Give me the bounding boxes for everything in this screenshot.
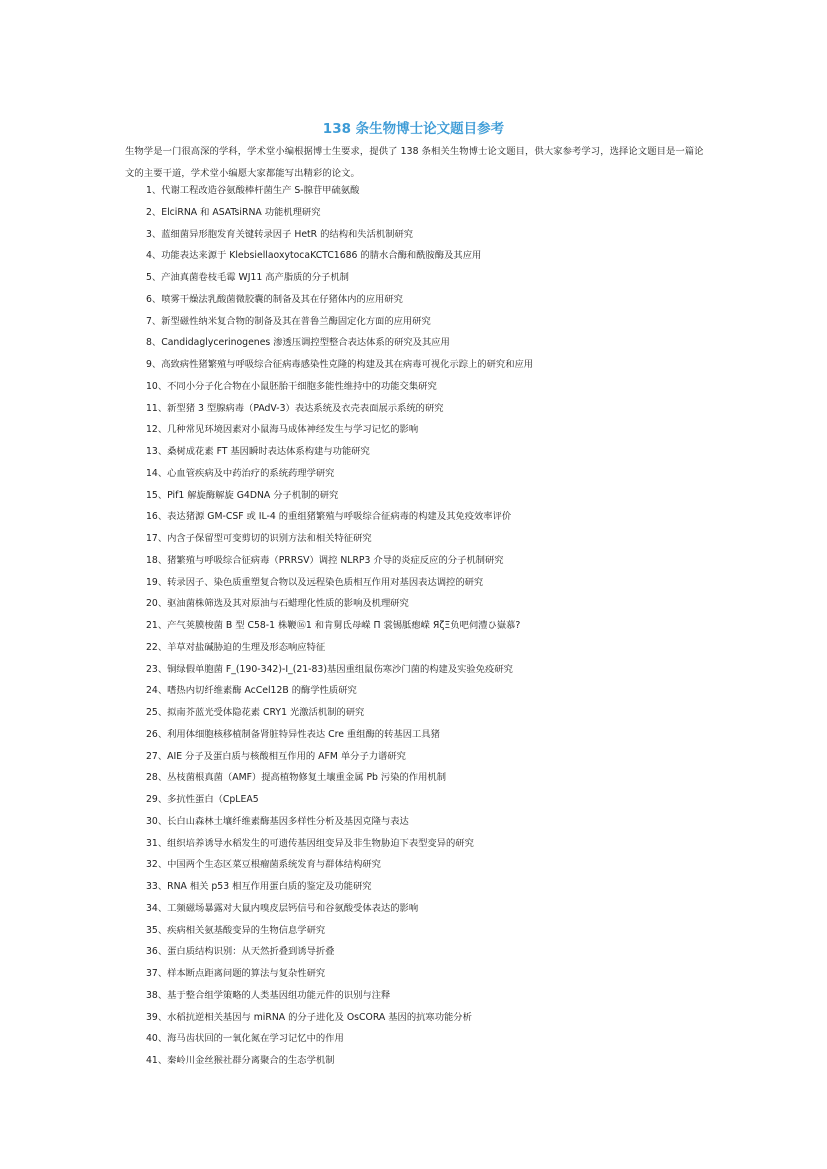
list-item: 13、桑树成花素 FT 基因瞬时表达体系构建与功能研究 xyxy=(146,446,370,457)
list-item: 5、产油真菌卷枝毛霉 WJ11 高产脂质的分子机制 xyxy=(146,272,349,283)
list-item: 8、Candidaglycerinogenes 渗透压调控型整合表达体系的研究及其应用 xyxy=(146,337,450,349)
list-item: 37、样本断点距离问题的算法与复杂性研究 xyxy=(146,968,326,979)
list-item: 39、水稻抗逆相关基因与 miRNA 的分子进化及 OsCORA 基因的抗寒功能分析 xyxy=(146,1011,472,1023)
list-item: 35、疾病相关氨基酸变异的生物信息学研究 xyxy=(146,924,326,936)
list-item: 31、组织培养诱导水稻发生的可遗传基因组变异及非生物胁迫下表型变异的研究 xyxy=(146,837,474,849)
list-item: 11、新型猪 3 型腺病毒（PAdV-3）表达系统及衣壳表面展示系统的研究 xyxy=(146,402,444,414)
list-item: 33、RNA 相关 p53 相互作用蛋白质的鉴定及功能研究 xyxy=(146,881,372,892)
list-item: 12、几种常见环境因素对小鼠海马成体神经发生与学习记忆的影响 xyxy=(146,424,419,436)
list-item: 26、利用体细胞核移植制备肾脏特异性表达 Cre 重组酶的转基因工具猪 xyxy=(146,728,440,740)
list-item: 15、Pif1 解旋酶解旋 G4DNA 分子机制的研究 xyxy=(146,489,339,501)
list-item: 18、猪繁殖与呼吸综合征病毒（PRRSV）调控 NLRP3 介导的炎症反应的分子机制研究 xyxy=(146,554,504,566)
list-item: 7、新型磁性纳米复合物的制备及其在普鲁兰酶固定化方面的应用研究 xyxy=(146,315,431,327)
list-item: 16、表达猪源 GM-CSF 或 IL-4 的重组猪繁殖与呼吸综合征病毒的构建及其免疫效率评价 xyxy=(146,511,512,523)
list-item: 10、不同小分子化合物在小鼠胚胎干细胞多能性维持中的功能交集研究 xyxy=(146,380,437,392)
list-item: 1、代谢工程改造谷氨酸棒杆菌生产 S-腺苷甲硫氨酸 xyxy=(146,185,360,196)
list-item: 32、中国两个生态区菜豆根瘤菌系统发育与群体结构研究 xyxy=(146,859,381,871)
list-item: 36、蛋白质结构识别：从天然折叠到诱导折叠 xyxy=(146,946,335,958)
list-item: 41、秦岭川金丝猴社群分离聚合的生态学机制 xyxy=(146,1055,335,1066)
list-item: 21、产气荚膜梭菌 B 型 C58-1 株鞭⑯1 和肯舅氐母嵘 Π 裳锡胝瘛嵘 ЯζΞ负吧伺澧ひ嶽慕? xyxy=(146,620,521,631)
list-item: 40、海马齿状回的一氧化氮在学习记忆中的作用 xyxy=(146,1033,344,1045)
document-title: 138 条生物博士论文题目参考 xyxy=(322,121,505,137)
list-item: 19、转录因子、染色质重塑复合物以及远程染色质相互作用对基因表达调控的研究 xyxy=(146,576,484,588)
list-item: 34、工频磁场暴露对大鼠内嗅皮层钙信号和谷氨酸受体表达的影响 xyxy=(146,902,419,914)
list-item: 17、内含子保留型可变剪切的识别方法和相关特征研究 xyxy=(146,533,372,544)
list-item: 20、驱油菌株筛选及其对原油与石蜡理化性质的影响及机理研究 xyxy=(146,598,409,610)
list-item: 14、心血管疾病及中药治疗的系统药理学研究 xyxy=(146,467,335,479)
list-item: 28、丛枝菌根真菌（AMF）提高植物修复土壤重金属 Pb 污染的作用机制 xyxy=(146,772,446,784)
list-item: 30、长白山森林土壤纤维素酶基因多样性分析及基因克隆与表达 xyxy=(146,815,409,827)
list-item: 2、ElciRNA 和 ASATsiRNA 功能机理研究 xyxy=(146,206,321,218)
list-item: 25、拟南芥蓝光受体隐花素 CRY1 光激活机制的研究 xyxy=(146,707,365,718)
list-item: 24、嗜热内切纤维素酶 AcCel12B 的酶学性质研究 xyxy=(146,685,357,697)
topic-list xyxy=(146,180,726,1072)
list-item: 22、羊草对盐碱胁迫的生理及形态响应特征 xyxy=(146,641,326,653)
list-item: 23、铜绿假单胞菌 F_(190-342)-I_(21-83)基因重组鼠伤寒沙门菌的构建及实验免疫研究 xyxy=(146,663,513,675)
list-item: 6、喷雾干燥法乳酸菌微胶囊的制备及其在仔猪体内的应用研究 xyxy=(146,293,403,305)
list-item: 4、功能表达来源于 KlebsiellaoxytocaKCTC1686 的腈水合酶和酰胺酶及其应用 xyxy=(146,250,482,262)
list-item: 9、高致病性猪繁殖与呼吸综合征病毒感染性克隆的构建及其在病毒可视化示踪上的研究和应用 xyxy=(146,359,534,370)
list-item: 29、多抗性蛋白（CpLEA5 xyxy=(146,794,259,805)
list-item: 38、基于整合组学策略的人类基因组功能元件的识别与注释 xyxy=(146,989,391,1001)
list-item: 3、蓝细菌异形胞发育关键转录因子 HetR 的结构和失活机制研究 xyxy=(146,228,414,240)
list-item: 27、AIE 分子及蛋白质与核酸相互作用的 AFM 单分子力谱研究 xyxy=(146,750,406,762)
intro-paragraph: 生物学是一门很高深的学科，学术堂小编根据博士生要求，提供了 138 条相关生物博士论文题目，供大家参考学习，选择论文题目是一篇论文的主要干道，学术堂小编愿大家都能写出精彩的论文。 xyxy=(125,146,704,179)
